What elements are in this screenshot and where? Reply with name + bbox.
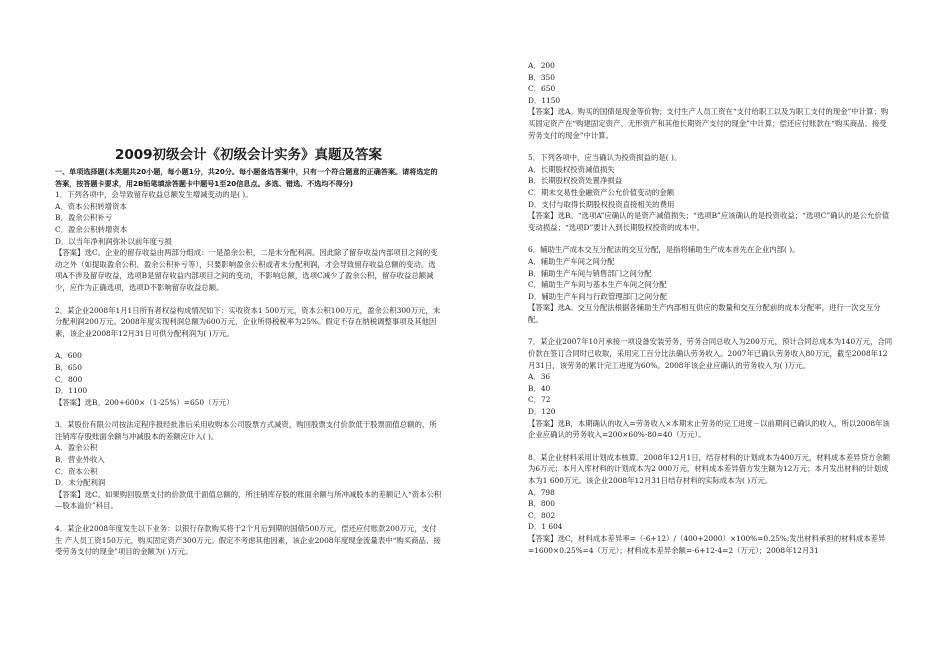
option-a: A．辅助生产车间之间分配: [528, 256, 615, 266]
question-stem: 2．某企业2008年1月1日所有者权益构成情况如下：实收资本1 500万元，资本公积100万元，盈余公积300万元，未分配利润200万元。2008年度实现利润总额为600万元，企业所得税税率为25%。假定不存在纳税调整事项及其他因素，该企业2008年12月31日可供分配利润为( )万元。: [55, 305, 441, 338]
question-5: [528, 152, 894, 233]
answer-text: 【答案】选B，本期确认的收入=劳务收入×本期末止劳务的完工进度－以前期间已确认的收入，所以2008年该企业应确认的劳务收入=200×60%-80=40（万元）。: [528, 418, 890, 440]
left-column: [55, 0, 442, 558]
option-d: D．支付与取得长期股权投资直接相关的费用: [528, 199, 675, 209]
option-b: B．长期股权投资处置净损益: [528, 176, 623, 186]
question-stem: 6．辅助生产成本交互分配法的交互分配，是指将辅助生产成本首先在企业内部( )。: [528, 245, 800, 255]
option-a: A．盈余公积: [55, 443, 98, 453]
answer-text: 【答案】选A。购买的国债是现金等价物；支付生产人员工资在“支付给职工以及为职工支付的现金”中计算；购买固定资产在“购建固定资产、无形资产和其他长期资产支付的现金”中计算；偿还应付账款在“购买商品、接受劳务支付的现金”中计算。: [528, 107, 889, 140]
option-c: C．72: [528, 395, 551, 405]
option-b: B．40: [528, 383, 551, 393]
option-a: A．36: [528, 372, 551, 382]
question-stem: 1．下列各项中，会导致留存收益总额发生增减变动的是( )。: [55, 190, 253, 200]
option-a: A．600: [55, 351, 82, 361]
question-4: [55, 523, 442, 558]
option-a: A．资本公积转增资本: [55, 201, 127, 211]
option-d: D．辅助生产车间与行政管理部门之间分配: [528, 291, 667, 301]
option-b: B．350: [528, 72, 555, 82]
right-column: [528, 60, 894, 556]
answer-text: 【答案】选C。企业的留存收益由两部分组成：一是盈余公积，二是未分配利润。因此除了留存收益内部项目之间的变动之外（如提取盈余公积、盈余公积补亏等），只要影响盈余公积或者未分配利润，才会导致留存收益总额的变动。选项A不涉及留存收益，选项B是留存收益内部项目之间的变动，不影响总额，选项C减少了盈余公积，留存收益总额减少，应作为正确选项，选项D不影响留存收益总额。: [55, 248, 438, 292]
option-c: C．辅助生产车间与基本生产车间之间分配: [528, 280, 667, 290]
section-instructions: 一、单项选择题(本类题共20小题，每小题1分，共20分。每小题备选答案中，只有一个符合题意的正确答案。请将选定的答案，按答题卡要求，用2B铅笔填涂答题卡中题号1至20信息点。多选、错选、不选均不得分): [55, 167, 438, 188]
option-c: C．盈余公积转增资本: [55, 224, 128, 234]
option-c: C．资本公积: [55, 466, 98, 476]
question-6: [528, 244, 894, 325]
option-b: B．800: [528, 499, 555, 509]
question-stem: 5．下列各项中，应当确认为投资损益的是( )。: [528, 153, 682, 163]
option-b: B．营业外收入: [55, 455, 105, 465]
option-d: D．未分配利润: [55, 478, 106, 488]
question-1: [55, 189, 442, 293]
question-stem: 8．某企业材料采用计划成本核算。2008年12月1日，结存材料的计划成本为400万元，材料成本差异贷方余额为6万元；本月入库材料的计划成本为2 000万元，材料成本差异借方发生额为12万元；本月发出材料的计划成本为1 600万元。该企业2008年12月31日结存材料的实际成本为( )万元。: [528, 452, 891, 485]
question-stem: 4．某企业2008年度发生以下业务：以银行存款购买将于2个月后到期的国债500万元，偿还应付账款200万元，支付生 产人员工资150万元，购买固定资产300万元。假定不考虑其他因素，该企业2008年度现金流量表中“购买商品、接受劳务支付的现金”项目的金额为( )万元。: [55, 524, 441, 557]
option-a: A．200: [528, 61, 555, 70]
option-a: A．798: [528, 487, 555, 497]
answer-text: 【答案】选C，材料成本差异率=（-6+12）/（400+2000）×100%=0.25%;发出材料承担的材料成本差异=1600×0.25%=4（万元）；材料成本差异余额=-6+12-4=2（万元）；2008年12月31: [528, 533, 886, 555]
option-c: C．650: [528, 84, 556, 94]
option-d: D．1 604: [528, 522, 563, 532]
answer-text: 【答案】选A。交互分配法根据各辅助生产内部相互供应的数量和交互分配前的成本分配率，进行一次交互分配。: [528, 303, 881, 324]
option-d: D．1100: [55, 386, 88, 396]
question-3: [55, 419, 442, 512]
question-2: [55, 305, 442, 409]
question-stem: 7．某企业2007年10月承接一项设备安装劳务，劳务合同总收入为200万元，预计合同总成本为140万元，合同价款在签订合同时已收取，采用完工百分比法确认劳务收入。2007年已确认劳务收入80万元，截至2008年12月31日，该劳务的累计完工进度为60%。2008年该企业应确认的劳务收入为( )万元。: [528, 337, 893, 370]
question-8: [528, 452, 894, 556]
answer-text: 【答案】选B。200+600×（1-25%）=650（万元）: [55, 397, 234, 407]
question-4-continued: [528, 60, 894, 141]
option-b: B．盈余公积补亏: [55, 213, 113, 223]
option-a: A．长期股权投资减值损失: [528, 164, 615, 174]
page-title: 2009初级会计《初级会计实务》真题及答案: [114, 147, 383, 163]
option-d: D．以当年净利润弥补以前年度亏损: [55, 236, 172, 246]
answer-text: 【答案】选B。“选项A”应确认的是资产减值损失；“选项B”应该确认的是投资收益；“选项C”确认的是公允价值变动损益；“选项D”要计入到长期股权投资的成本中。: [528, 211, 890, 232]
option-b: B．辅助生产车间与销售部门之间分配: [528, 268, 652, 278]
option-d: D．120: [528, 407, 556, 417]
option-c: C．期末交易性金融资产公允价值变动的金额: [528, 187, 675, 197]
option-d: D．1150: [528, 95, 561, 105]
option-b: B．650: [55, 362, 82, 372]
answer-text: 【答案】选C。如果购回股票支付的价款低于面值总额的，所注销库存股的账面余额与所冲减股本的差额记入“资本公积—股本溢价”科目。: [55, 489, 442, 511]
question-7: [528, 336, 894, 440]
question-stem: 3．某股份有限公司按法定程序报经批准后采用收购本公司股票方式减资，购回股票支付价款低于股票面值总额的，所注销库存股账面余额与冲减股本的差额应计入( )。: [55, 420, 437, 441]
option-c: C．800: [55, 374, 83, 384]
option-c: C．802: [528, 510, 556, 520]
